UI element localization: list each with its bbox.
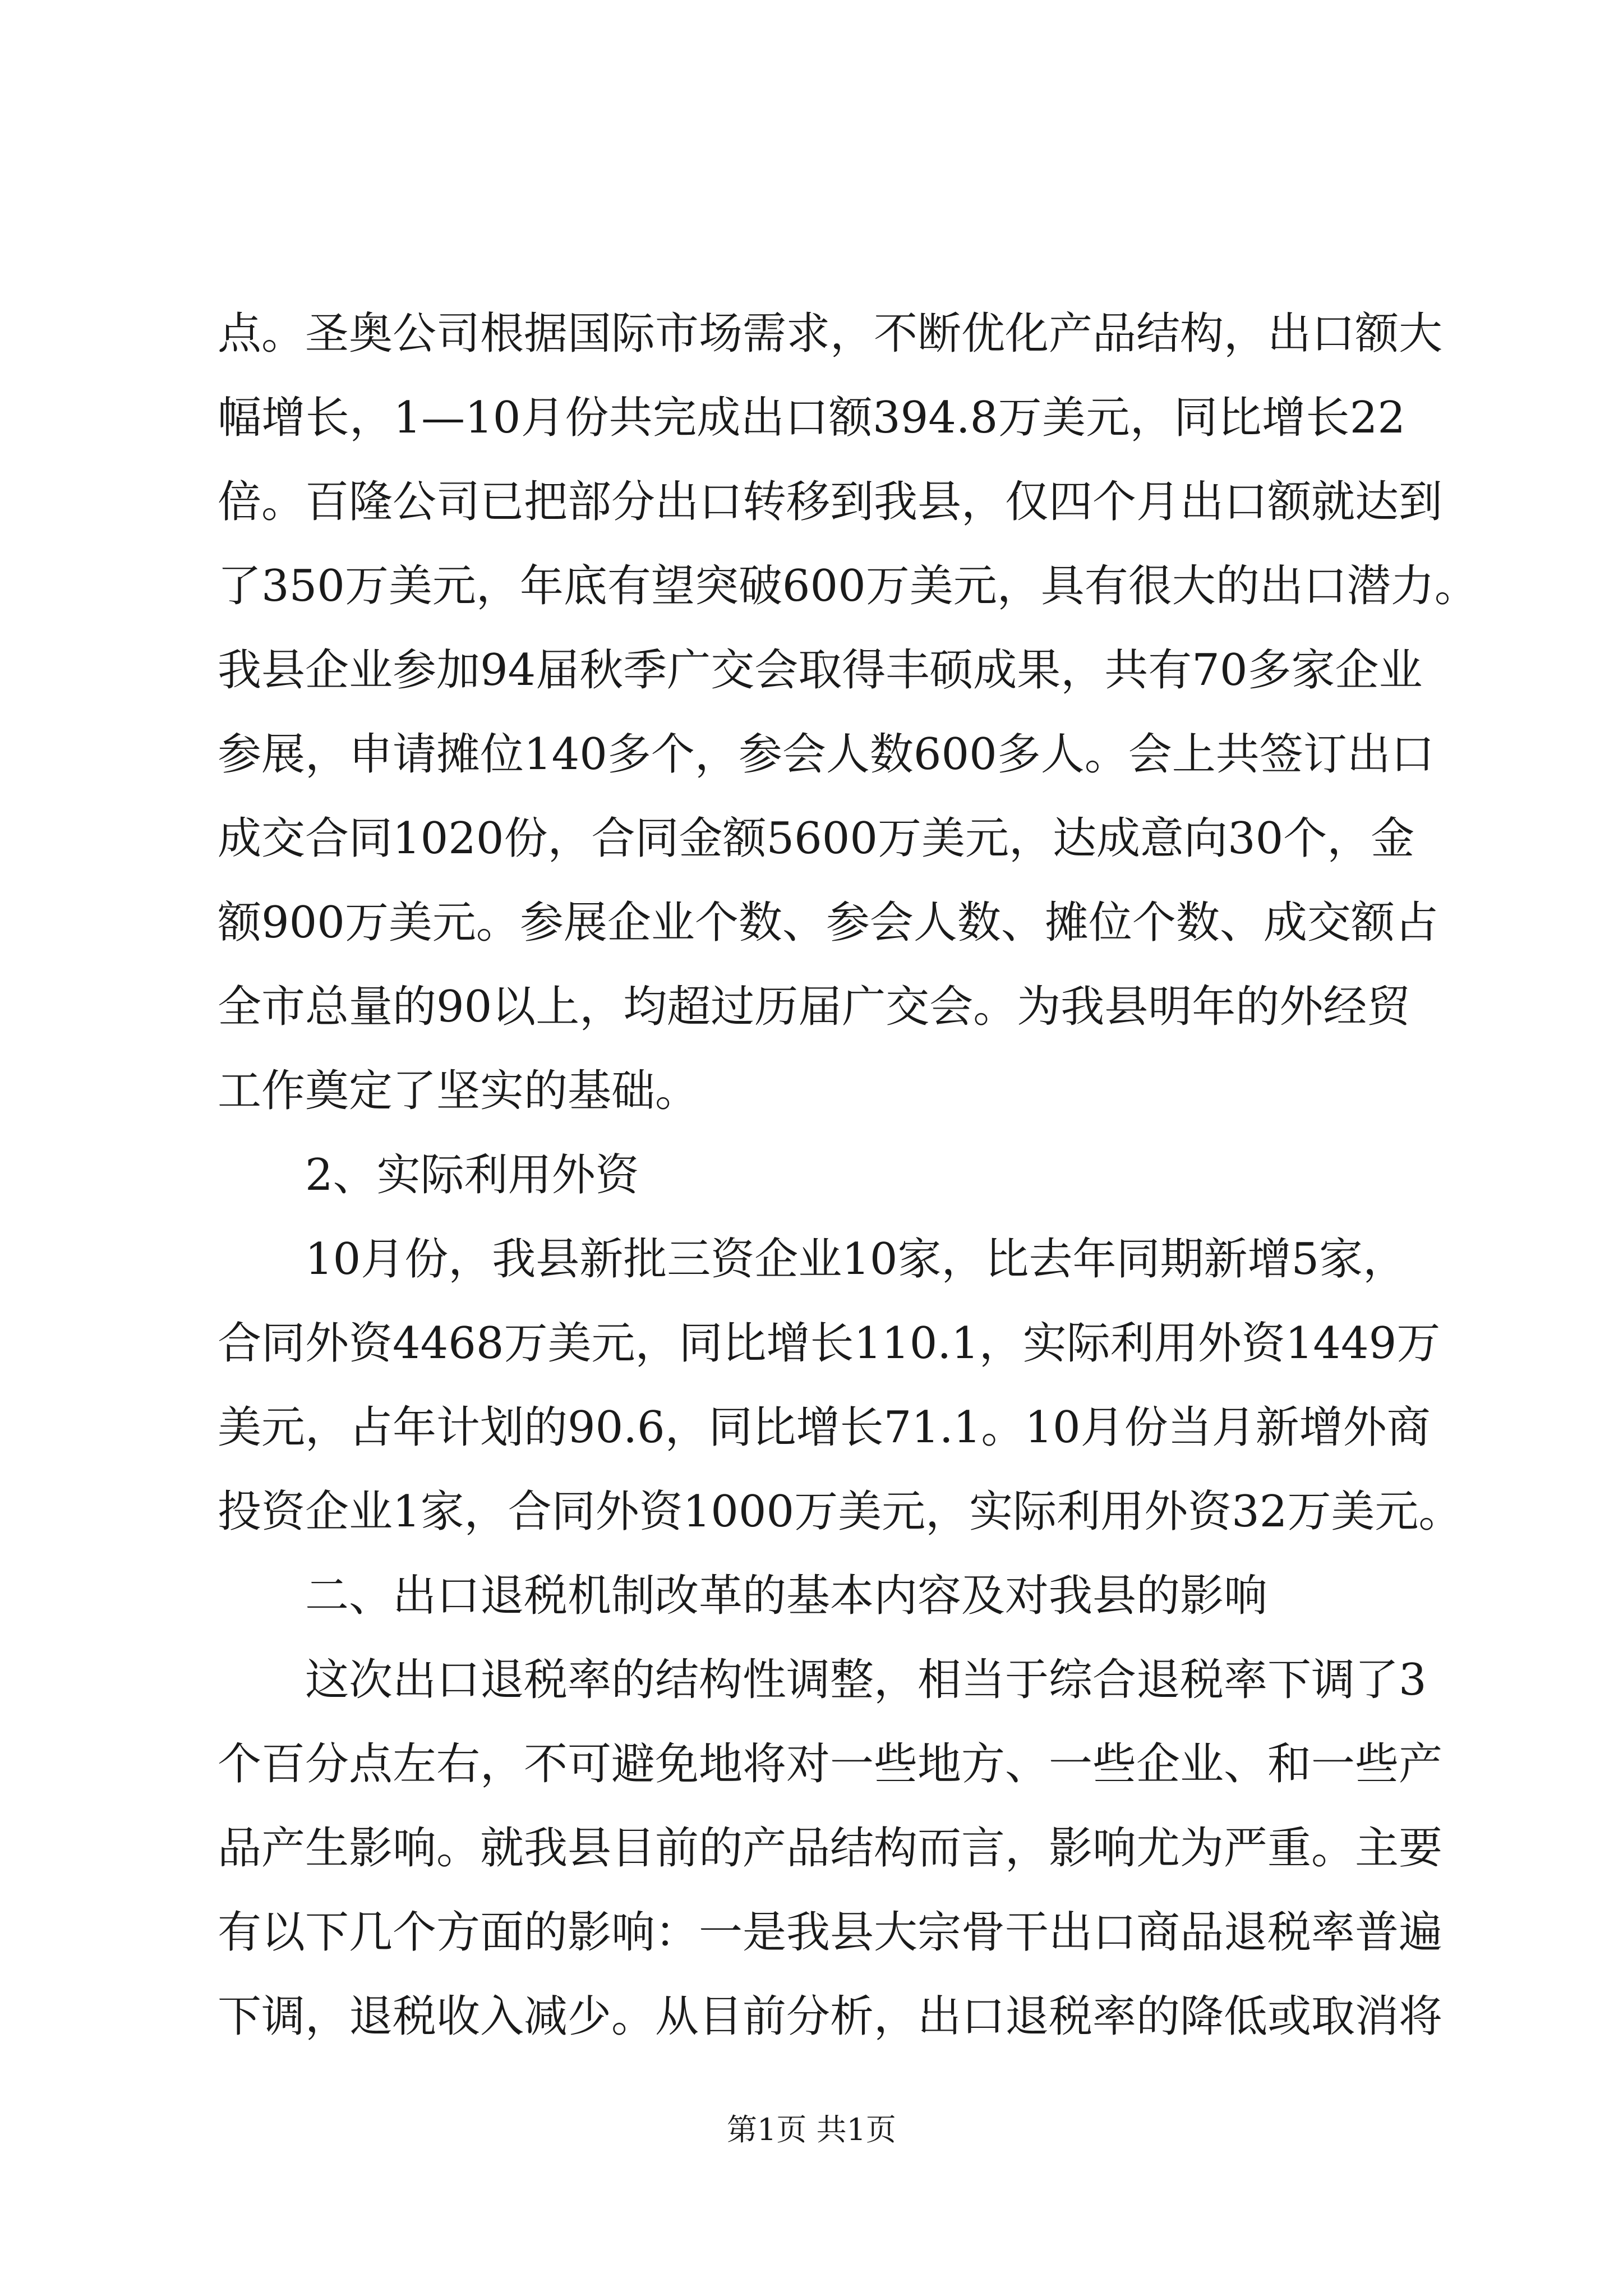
document-body xyxy=(218,292,1478,2059)
body-line: 点。圣奥公司根据国际市场需求，不断优化产品结构，出口额大 xyxy=(218,309,1443,359)
body-line: 合同外资4468万美元，同比增长110.1，实际利用外资1449万 xyxy=(218,1318,1441,1369)
body-line: 参展，申请摊位140多个，参会人数600多人。会上共签订出口 xyxy=(218,729,1435,780)
body-line: 下调，退税收入减少。从目前分析，出口退税率的降低或取消将 xyxy=(218,1991,1443,2042)
body-line: 工作奠定了坚实的基础。 xyxy=(218,1066,699,1116)
body-line: 美元，占年计划的90.6，同比增长71.1。10月份当月新增外商 xyxy=(218,1402,1431,1453)
body-line: 额900万美元。参展企业个数、参会人数、摊位个数、成交额占 xyxy=(218,898,1438,948)
body-line: 全市总量的90以上，均超过历届广交会。为我县明年的外经贸 xyxy=(218,982,1411,1032)
page-footer xyxy=(0,2110,1623,2150)
body-line: 了350万美元，年底有望突破600万美元，具有很大的出口潜力。 xyxy=(218,561,1478,611)
body-line: 这次出口退税率的结构性调整，相当于综合退税率下调了3 xyxy=(305,1655,1427,1705)
body-line: 我县企业参加94届秋季广交会取得丰硕成果，共有70多家企业 xyxy=(218,645,1423,696)
body-line: 10月份，我县新批三资企业10家，比去年同期新增5家， xyxy=(305,1234,1407,1285)
section-heading: 2、实际利用外资 xyxy=(305,1150,639,1200)
body-line: 成交合同1020份，合同金额5600万美元，达成意向30个，金 xyxy=(218,813,1415,864)
body-line: 幅增长，1—10月份共完成出口额394.8万美元，同比增长22 xyxy=(218,393,1405,443)
section-heading: 二、出口退税机制改革的基本内容及对我县的影响 xyxy=(305,1571,1268,1621)
body-line: 倍。百隆公司已把部分出口转移到我县，仅四个月出口额就达到 xyxy=(218,477,1443,527)
page-number-label: 第1页 共1页 xyxy=(727,2112,896,2147)
body-line: 投资企业1家，合同外资1000万美元，实际利用外资32万美元。 xyxy=(218,1487,1463,1537)
body-line: 个百分点左右，不可避免地将对一些地方、一些企业、和一些产 xyxy=(218,1739,1443,1789)
body-line: 有以下几个方面的影响：一是我县大宗骨干出口商品退税率普遍 xyxy=(218,1907,1443,1958)
body-line: 品产生影响。就我县目前的产品结构而言，影响尤为严重。主要 xyxy=(218,1823,1443,1874)
